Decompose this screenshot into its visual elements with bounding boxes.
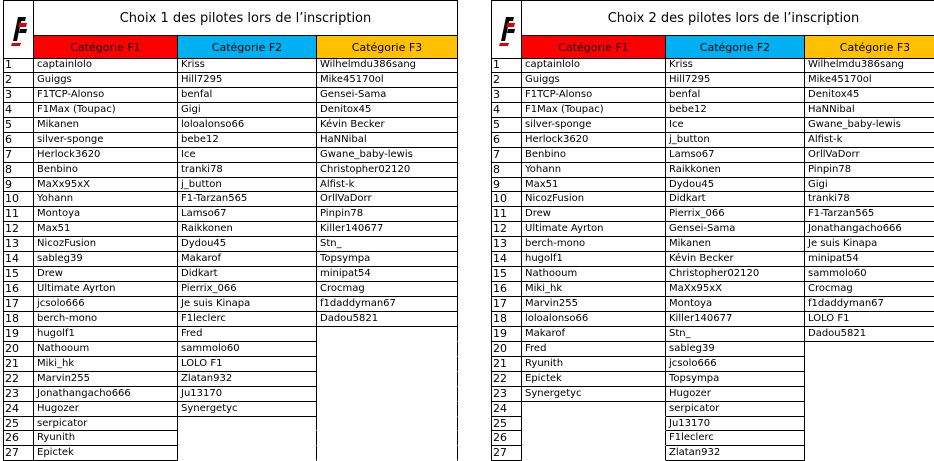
table-row: [491, 178, 934, 193]
driver-f3: tranki78: [805, 192, 934, 207]
row-number: 7: [491, 148, 522, 163]
driver-f2: Lamso67: [666, 148, 805, 163]
driver-f2: F1leclerc: [666, 431, 805, 446]
driver-f2: sableg39: [666, 342, 805, 357]
driver-f1: F1TCP-Alonso: [522, 88, 666, 103]
driver-f3: [317, 417, 458, 432]
row-number: 19: [3, 327, 34, 342]
table-row: [3, 207, 458, 222]
row-number: 6: [491, 133, 522, 148]
driver-f1: Marvin255: [34, 372, 178, 387]
driver-f1: berch-mono: [522, 237, 666, 252]
table-row: [491, 192, 934, 207]
driver-f3: [805, 446, 934, 461]
driver-f3: Denitox45: [317, 103, 458, 118]
driver-f3: Dadou5821: [805, 327, 934, 342]
row-number: 12: [491, 222, 522, 237]
driver-f2: Raikkonen: [666, 163, 805, 178]
table-row: [491, 312, 934, 327]
driver-f1: Guiggs: [34, 73, 178, 88]
table-row: [3, 297, 458, 312]
driver-f1: Mikanen: [34, 118, 178, 133]
row-number: 10: [491, 192, 522, 207]
table-row: [3, 88, 458, 103]
row-number: 8: [3, 163, 34, 178]
driver-f2: Killer140677: [666, 312, 805, 327]
row-number: 25: [3, 417, 34, 432]
driver-f3: HaNNibal: [805, 103, 934, 118]
row-number: 24: [491, 402, 522, 417]
row-number: 8: [491, 163, 522, 178]
driver-f2: Ice: [178, 148, 317, 163]
driver-f3: [805, 342, 934, 357]
driver-f3: Stn_: [317, 237, 458, 252]
driver-f1: Ryunith: [34, 431, 178, 446]
driver-f2: Kévin Becker: [666, 252, 805, 267]
driver-f1: F1TCP-Alonso: [34, 88, 178, 103]
driver-f1: Jonathangacho666: [34, 387, 178, 402]
row-number: 17: [491, 297, 522, 312]
driver-f3: f1daddyman67: [805, 297, 934, 312]
row-number: 14: [491, 252, 522, 267]
driver-f1: Benbino: [34, 163, 178, 178]
driver-f1: Epictek: [34, 446, 178, 461]
table-row: [491, 133, 934, 148]
driver-f3: [317, 431, 458, 446]
driver-f3: [317, 372, 458, 387]
driver-f3: F1-Tarzan565: [805, 207, 934, 222]
table-row: [491, 222, 934, 237]
driver-f1: MaXx95xX: [34, 178, 178, 193]
row-number: 21: [491, 357, 522, 372]
driver-f1: Herlock3620: [522, 133, 666, 148]
driver-f1: NicozFusion: [34, 237, 178, 252]
driver-f2: loloalonso66: [178, 118, 317, 133]
row-number: 19: [491, 327, 522, 342]
row-number: 15: [491, 267, 522, 282]
driver-f2: Raikkonen: [178, 222, 317, 237]
driver-f1: Nathooum: [522, 267, 666, 282]
table-row: [3, 58, 458, 73]
driver-f2: jcsolo666: [666, 357, 805, 372]
driver-f2: Zlatan932: [666, 446, 805, 461]
driver-f3: OrllVaDorr: [805, 148, 934, 163]
driver-f2: Montoya: [666, 297, 805, 312]
driver-f2: [178, 446, 317, 461]
table-row: [491, 387, 934, 402]
table-row: [3, 417, 458, 432]
row-number: 13: [491, 237, 522, 252]
panel-title: Choix 1 des pilotes lors de l’inscription: [33, 0, 458, 36]
driver-f3: [317, 446, 458, 461]
driver-f1: loloalonso66: [522, 312, 666, 327]
driver-f1: Epictek: [522, 372, 666, 387]
driver-f1: silver-sponge: [34, 133, 178, 148]
table-row: [3, 357, 458, 372]
driver-f2: Kriss: [666, 58, 805, 73]
driver-f2: Ju13170: [178, 387, 317, 402]
table-row: [491, 417, 934, 432]
driver-f2: LOLO F1: [178, 357, 317, 372]
driver-f2: Didkart: [666, 192, 805, 207]
row-number: 9: [3, 178, 34, 193]
driver-f3: Pinpin78: [805, 163, 934, 178]
table-row: [3, 327, 458, 342]
table-row: [491, 207, 934, 222]
driver-f3: Wilhelmdu386sang: [317, 58, 458, 73]
driver-f1: Miki_hk: [522, 282, 666, 297]
table-row: [3, 342, 458, 357]
driver-f3: Killer140677: [317, 222, 458, 237]
table-row: [3, 237, 458, 252]
driver-f1: Yohann: [522, 163, 666, 178]
driver-f2: MaXx95xX: [666, 282, 805, 297]
driver-f1: hugolf1: [522, 252, 666, 267]
driver-f2: F1leclerc: [178, 312, 317, 327]
row-number: 22: [491, 372, 522, 387]
driver-f2: tranki78: [178, 163, 317, 178]
driver-f3: Je suis Kinapa: [805, 237, 934, 252]
table-row: [3, 148, 458, 163]
driver-f1: silver-sponge: [522, 118, 666, 133]
driver-f2: Didkart: [178, 267, 317, 282]
driver-f1: Yohann: [34, 192, 178, 207]
header-f3: Catégorie F3: [316, 35, 458, 59]
driver-f2: Topsympa: [666, 372, 805, 387]
driver-f1: Makarof: [522, 327, 666, 342]
driver-f2: Ice: [666, 118, 805, 133]
table-row: [3, 372, 458, 387]
league-logo: [491, 0, 522, 59]
driver-f1: F1Max (Toupac): [34, 103, 178, 118]
table-row: [491, 282, 934, 297]
driver-f1: Drew: [34, 267, 178, 282]
driver-f2: Stn_: [666, 327, 805, 342]
table-row: [491, 327, 934, 342]
table-row: [491, 357, 934, 372]
driver-f1: captainlolo: [34, 58, 178, 73]
row-number: 4: [3, 103, 34, 118]
driver-f1: Ultimate Ayrton: [522, 222, 666, 237]
driver-f2: Hill7295: [666, 73, 805, 88]
driver-f1: jcsolo666: [34, 297, 178, 312]
driver-f3: [317, 327, 458, 342]
row-number: 14: [3, 252, 34, 267]
driver-f3: [805, 372, 934, 387]
driver-f3: HaNNibal: [317, 133, 458, 148]
driver-f3: Gigi: [805, 178, 934, 193]
row-number: 16: [491, 282, 522, 297]
driver-f3: Kévin Becker: [317, 118, 458, 133]
table-row: [3, 73, 458, 88]
driver-f3: [805, 431, 934, 446]
row-number: 13: [3, 237, 34, 252]
row-number: 21: [3, 357, 34, 372]
driver-f2: Fred: [178, 327, 317, 342]
table-row: [3, 267, 458, 282]
row-number: 27: [491, 446, 522, 461]
table-row: [491, 267, 934, 282]
table-row: [491, 402, 934, 417]
table-row: [3, 118, 458, 133]
table-row: [491, 252, 934, 267]
driver-f1: Miki_hk: [34, 357, 178, 372]
panel-title: Choix 2 des pilotes lors de l’inscription: [521, 0, 934, 36]
driver-f2: benfal: [178, 88, 317, 103]
driver-f1: Drew: [522, 207, 666, 222]
driver-f2: Makarof: [178, 252, 317, 267]
driver-f2: Je suis Kinapa: [178, 297, 317, 312]
header-f2: Catégorie F2: [665, 35, 805, 59]
drivers-table: [3, 58, 458, 461]
row-number: 18: [3, 312, 34, 327]
driver-f3: Gensei-Sama: [317, 88, 458, 103]
driver-f3: [317, 402, 458, 417]
driver-f3: Mike45170ol: [317, 73, 458, 88]
driver-f3: Topsympa: [317, 252, 458, 267]
header-f2: Catégorie F2: [177, 35, 317, 59]
driver-f2: Pierrix_066: [666, 207, 805, 222]
driver-f1: Ryunith: [522, 357, 666, 372]
row-number: 20: [3, 342, 34, 357]
driver-f3: Crocmag: [805, 282, 934, 297]
driver-f1: Herlock3620: [34, 148, 178, 163]
row-number: 3: [491, 88, 522, 103]
header-f3: Catégorie F3: [804, 35, 934, 59]
driver-f2: bebe12: [666, 103, 805, 118]
row-number: 9: [491, 178, 522, 193]
driver-f2: bebe12: [178, 133, 317, 148]
row-number: 26: [491, 431, 522, 446]
table-row: [3, 387, 458, 402]
driver-f3: Christopher02120: [317, 163, 458, 178]
driver-f2: Christopher02120: [666, 267, 805, 282]
driver-f3: Pinpin78: [317, 207, 458, 222]
table-row: [491, 446, 934, 461]
driver-f2: Mikanen: [666, 237, 805, 252]
driver-f1: berch-mono: [34, 312, 178, 327]
row-number: 6: [3, 133, 34, 148]
driver-f1: Marvin255: [522, 297, 666, 312]
table-row: [491, 237, 934, 252]
driver-f3: Jonathangacho666: [805, 222, 934, 237]
driver-f3: Gwane_baby-lewis: [805, 118, 934, 133]
table-row: [3, 133, 458, 148]
row-number: 7: [3, 148, 34, 163]
driver-f2: Ju13170: [666, 417, 805, 432]
driver-f2: Lamso67: [178, 207, 317, 222]
driver-f1: Montoya: [34, 207, 178, 222]
driver-f3: [805, 402, 934, 417]
driver-f2: Dydou45: [666, 178, 805, 193]
table-row: [3, 252, 458, 267]
table-row: [491, 58, 934, 73]
driver-f3: [317, 342, 458, 357]
row-number: 15: [3, 267, 34, 282]
driver-f3: Denitox45: [805, 88, 934, 103]
header-f1: Catégorie F1: [521, 35, 666, 59]
driver-f1: [522, 431, 666, 446]
row-number: 5: [3, 118, 34, 133]
table-row: [491, 118, 934, 133]
driver-f3: Alfist-k: [317, 178, 458, 193]
table-row: [491, 88, 934, 103]
driver-f2: [178, 431, 317, 446]
row-number: 4: [491, 103, 522, 118]
row-number: 25: [491, 417, 522, 432]
row-number: 18: [491, 312, 522, 327]
row-number: 20: [491, 342, 522, 357]
driver-f2: F1-Tarzan565: [178, 192, 317, 207]
row-number: 17: [3, 297, 34, 312]
row-number: 10: [3, 192, 34, 207]
table-row: [3, 178, 458, 193]
driver-f3: Dadou5821: [317, 312, 458, 327]
row-number: 16: [3, 282, 34, 297]
driver-f1: Ultimate Ayrton: [34, 282, 178, 297]
driver-f1: Benbino: [522, 148, 666, 163]
row-number: 26: [3, 431, 34, 446]
driver-f3: Gwane_baby-lewis: [317, 148, 458, 163]
driver-f3: [805, 387, 934, 402]
driver-f2: Kriss: [178, 58, 317, 73]
table-row: [3, 431, 458, 446]
table-row: [3, 103, 458, 118]
table-row: [3, 312, 458, 327]
header-f1: Catégorie F1: [33, 35, 178, 59]
driver-f3: minipat54: [317, 267, 458, 282]
driver-f1: Fred: [522, 342, 666, 357]
table-row: [491, 163, 934, 178]
driver-f1: [522, 417, 666, 432]
driver-f1: Synergetyc: [522, 387, 666, 402]
driver-f3: sammolo60: [805, 267, 934, 282]
table-row: [3, 163, 458, 178]
driver-f3: f1daddyman67: [317, 297, 458, 312]
driver-f1: Hugozer: [34, 402, 178, 417]
driver-f1: NicozFusion: [522, 192, 666, 207]
driver-f3: [805, 417, 934, 432]
table-row: [491, 148, 934, 163]
driver-f2: serpicator: [666, 402, 805, 417]
drivers-table: [491, 58, 934, 461]
driver-f1: Guiggs: [522, 73, 666, 88]
driver-f3: [317, 357, 458, 372]
driver-f1: F1Max (Toupac): [522, 103, 666, 118]
driver-f1: Nathooum: [34, 342, 178, 357]
league-logo: [3, 0, 34, 59]
driver-f3: Wilhelmdu386sang: [805, 58, 934, 73]
driver-f1: [522, 402, 666, 417]
f1-logo-icon: [4, 1, 33, 58]
driver-f2: j_button: [666, 133, 805, 148]
driver-f2: [178, 417, 317, 432]
table-row: [3, 402, 458, 417]
table-row: [3, 446, 458, 461]
driver-f3: [317, 387, 458, 402]
row-number: 23: [3, 387, 34, 402]
row-number: 2: [3, 73, 34, 88]
table-row: [491, 73, 934, 88]
table-row: [491, 297, 934, 312]
row-number: 1: [491, 58, 522, 73]
row-number: 22: [3, 372, 34, 387]
driver-f3: Mike45170ol: [805, 73, 934, 88]
row-number: 12: [3, 222, 34, 237]
row-number: 11: [491, 207, 522, 222]
driver-f1: captainlolo: [522, 58, 666, 73]
driver-f1: sableg39: [34, 252, 178, 267]
driver-f3: OrllVaDorr: [317, 192, 458, 207]
driver-f2: Hugozer: [666, 387, 805, 402]
driver-f1: Max51: [34, 222, 178, 237]
table-row: [3, 222, 458, 237]
table-row: [3, 282, 458, 297]
driver-f1: [522, 446, 666, 461]
row-number: 24: [3, 402, 34, 417]
row-number: 2: [491, 73, 522, 88]
driver-f1: hugolf1: [34, 327, 178, 342]
driver-f2: Hill7295: [178, 73, 317, 88]
row-number: 5: [491, 118, 522, 133]
driver-f2: j_button: [178, 178, 317, 193]
driver-f3: minipat54: [805, 252, 934, 267]
f1-logo-icon: [492, 1, 521, 58]
driver-f2: Pierrix_066: [178, 282, 317, 297]
driver-f3: Crocmag: [317, 282, 458, 297]
driver-f2: Synergetyc: [178, 402, 317, 417]
driver-f2: sammolo60: [178, 342, 317, 357]
table-row: [3, 192, 458, 207]
driver-f3: Alfist-k: [805, 133, 934, 148]
row-number: 3: [3, 88, 34, 103]
table-row: [491, 372, 934, 387]
driver-f2: Gigi: [178, 103, 317, 118]
table-row: [491, 103, 934, 118]
driver-f2: benfal: [666, 88, 805, 103]
driver-f2: Gensei-Sama: [666, 222, 805, 237]
driver-f1: serpicator: [34, 417, 178, 432]
row-number: 27: [3, 446, 34, 461]
row-number: 23: [491, 387, 522, 402]
driver-f1: Max51: [522, 178, 666, 193]
row-number: 1: [3, 58, 34, 73]
table-row: [491, 431, 934, 446]
driver-f2: Zlatan932: [178, 372, 317, 387]
table-row: [491, 342, 934, 357]
driver-f3: [805, 357, 934, 372]
driver-f3: LOLO F1: [805, 312, 934, 327]
driver-f2: Dydou45: [178, 237, 317, 252]
row-number: 11: [3, 207, 34, 222]
